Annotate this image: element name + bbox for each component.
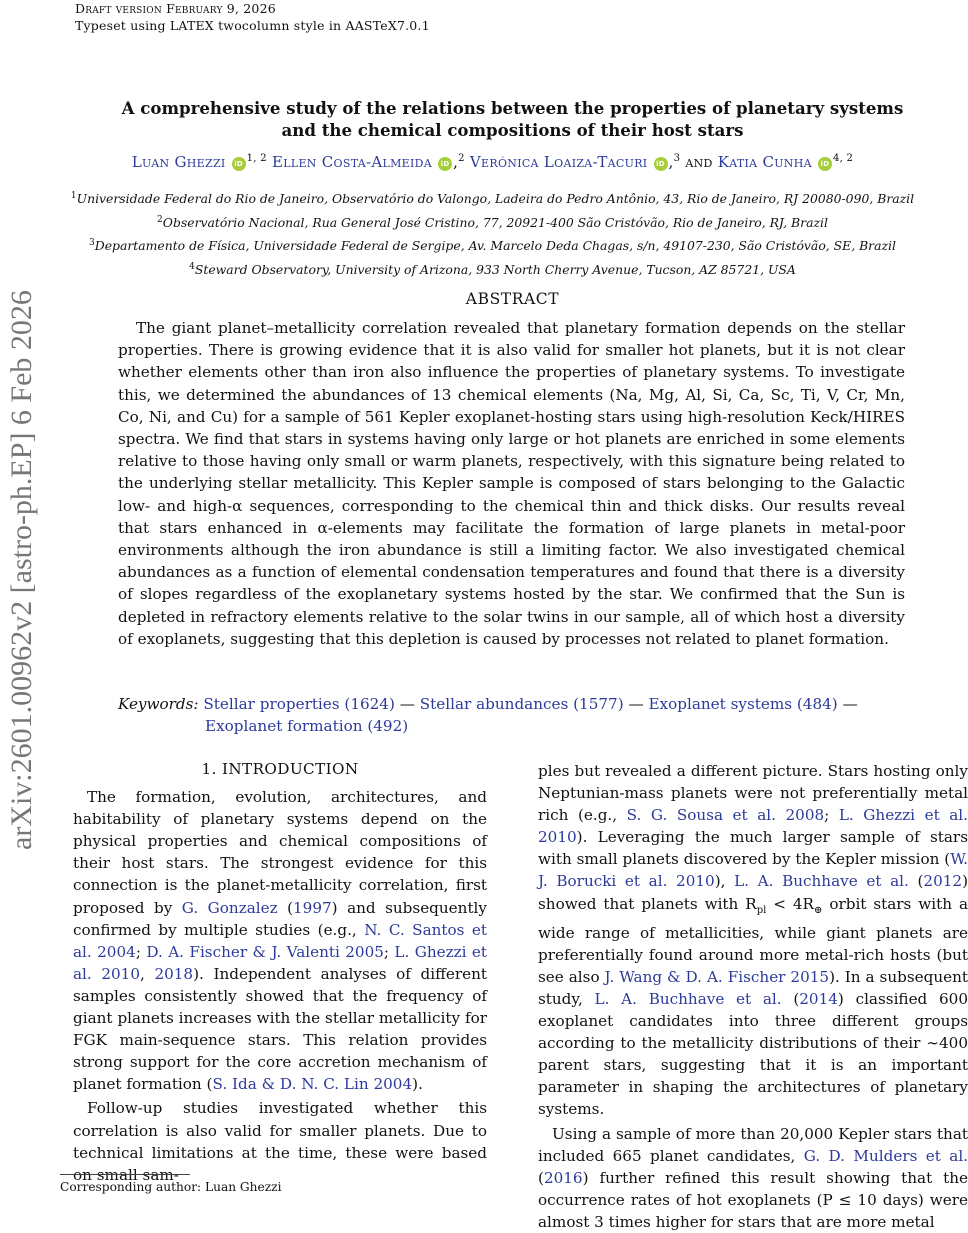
keywords xyxy=(118,693,918,737)
affiliation: $^2$Observatório Nacional, Rua General José Cristino, 77, 20921-400 São Cristóvão, Rio de Janeiro, RJ, Brazil xyxy=(157,214,828,230)
author-name[interactable]: Luan Ghezzi xyxy=(131,153,226,171)
author-affil-sup: 4, 2 xyxy=(832,153,854,164)
intro-paragraph: Follow-up studies investigated whether this correlation is also valid for smaller planets. Due to technical limitations at the time, these were based on small sam- xyxy=(73,1099,487,1184)
citation-link[interactable]: W. J. Borucki et al. 2010 xyxy=(538,850,968,891)
citation-link[interactable]: S. Ida & D. N. C. Lin 2004 xyxy=(212,1075,413,1094)
citation-link[interactable]: G. D. Mulders et al. xyxy=(803,1146,968,1165)
citation-link[interactable]: G. Gonzalez xyxy=(181,898,278,917)
orcid-icon[interactable]: iD xyxy=(818,157,832,171)
arxiv-identifier: arXiv:2601.00962v2 [astro-ph.EP] 6 Feb 2026 xyxy=(5,290,38,850)
citation-link[interactable]: L. A. Buchhave et al. xyxy=(594,989,782,1008)
author-affil-sup: 1, 2 xyxy=(246,153,267,164)
corresponding-author: Corresponding author: Luan Ghezzi xyxy=(60,1180,282,1194)
section-heading: 1. INTRODUCTION xyxy=(201,760,359,778)
abstract-heading: ABSTRACT xyxy=(465,290,560,308)
orcid-icon[interactable]: iD xyxy=(438,157,452,171)
orcid-icon[interactable]: iD xyxy=(654,157,668,171)
author-affil-sup: 3 xyxy=(673,153,681,164)
intro-paragraph: ples but revealed a different picture. Stars hosting only Neptunian-mass planets were not preferentially metal rich (e.g., S. G. Sousa et al. 2008; L. Ghezzi et al. 2010). Leveraging the much larger sample of stars with small planets discovered by the Kepler mission (W. J. Borucki et al. 2010), L. A. Buchhave et al. (2012) showed that planets with $R_{pl} < 4R_\oplus$ orbit stars with a wide range of metallicities, while giant planets are preferentially found around more metal-rich hosts (but see also J. Wang & D. A. Fischer 2015). In a subsequent study, L. A. Buchhave et al. (2014) classified 600 exoplanet candidates into three different groups according to the metallicity distributions of their ∼400 parent stars, suggesting that it is an important parameter in shaping the architectures of planetary systems. xyxy=(538,762,968,1119)
citation-link[interactable]: 1997 xyxy=(293,898,332,917)
abstract-text: The giant planet–metallicity correlation revealed that planetary formation depends on the stellar properties. There is growing evidence that it is also valid for smaller hot planets, but it is not clear whether elements other than iron also influence the properties of planetary systems. To investigate this, we determined the abundances of 13 chemical elements (Na, Mg, Al, Si, Ca, Sc, Ti, V, Cr, Mn, Co, Ni, and Cu) for a sample of 561 Kepler exoplanet-hosting stars using high-resolution Keck/HIRES spectra. We find that stars in systems having only large or hot planets are enriched in some elements relative to those having only small or warm planets, respectively, with this signature being related to the underlying stellar metallicity. This Kepler sample is composed of stars belonging to the Galactic low- and high-α sequences, corresponding to the chemical thin and thick disks. Our results reveal that stars enhanced in α-elements may facilitate the formation of large planets in metal-poor environments although the iron abundance is still a limiting factor. We also investigated chemical abundances as a function of elemental condensation temperatures and found that there is a diversity of slopes regardless of the exoplanetary systems hosted by the star. We confirmed that the Sun is depleted in refractory elements relative to the solar twins in our sample, all of which host a diversity of exoplanets, suggesting that this depletion is caused by processes not related to planet formation. xyxy=(118,319,905,648)
citation-link[interactable]: 2016 xyxy=(543,1168,583,1187)
author-list: Luan Ghezzi iD $^{1, 2}$ Ellen Costa-Almeida iD ,$^2$ Verónica Loaiza-Tacuri iD ,$^3$ and Katia Cunha iD $^{4, 2}$ xyxy=(131,153,854,171)
left-column xyxy=(73,758,487,1186)
keywords-label: Keywords: xyxy=(118,695,199,713)
intro-paragraph: The formation, evolution, architectures, and habitability of planetary systems depend on the physical properties and chemical compositions of their host stars. The strongest evidence for this connection is the planet-metallicity correlation, first proposed by G. Gonzalez (1997) and subsequently confirmed by multiple studies (e.g., N. C. Santos et al. 2004; D. A. Fischer & J. Valenti 2005; L. Ghezzi et al. 2010, 2018). Independent analyses of different samples consistently showed that the frequency of giant planets increases with the stellar metallicity for FGK main-sequence stars. This relation provides strong support for the core accretion mechanism of planet formation (S. Ida & D. N. C. Lin 2004). xyxy=(73,788,488,1094)
affiliation: $^1$Universidade Federal do Rio de Janeiro, Observatório do Valongo, Ladeira do Pedro Antônio, 43, Rio de Janeiro, RJ 20080-090, Brazil xyxy=(70,191,915,207)
right-column xyxy=(538,760,968,1233)
author-affil-sup: 2 xyxy=(458,153,465,164)
keyword-link[interactable]: Stellar abundances (1577) xyxy=(419,695,624,713)
citation-link[interactable]: L. Ghezzi et al. 2010 xyxy=(538,806,968,847)
citation-link[interactable]: J. Wang & D. A. Fischer 2015 xyxy=(604,967,830,986)
keyword-link[interactable]: Exoplanet systems (484) xyxy=(648,695,838,713)
subscript: ⊕ xyxy=(814,904,823,916)
citation-link[interactable]: 2012 xyxy=(923,872,963,891)
keyword-link[interactable]: Exoplanet formation (492) xyxy=(205,717,409,735)
author-name[interactable]: Katia Cunha xyxy=(717,153,812,171)
affiliation: $^4$Steward Observatory, University of Arizona, 933 North Cherry Avenue, Tucson, AZ 85721, USA xyxy=(189,261,796,277)
author-name[interactable]: Ellen Costa-Almeida xyxy=(272,153,432,171)
affiliations xyxy=(40,186,945,281)
citation-link[interactable]: L. A. Buchhave et al. xyxy=(734,872,909,891)
citation-link[interactable]: 2014 xyxy=(799,989,838,1008)
footnote-rule xyxy=(60,1174,190,1175)
citation-link[interactable]: S. G. Sousa et al. 2008 xyxy=(626,806,825,825)
keyword-separator: — xyxy=(399,695,415,713)
running-header xyxy=(75,0,430,34)
citation-link[interactable]: 2018 xyxy=(154,964,194,983)
affiliation: $^3$Departamento de Física, Universidade Federal de Sergipe, Av. Marcelo Deda Chagas, s/n, 49107-230, São Cristóvão, SE, Brazil xyxy=(89,238,896,254)
intro-paragraph: Using a sample of more than 20,000 Kepler stars that included 665 planet candidates, G. D. Mulders et al. (2016) further refined this result showing that the occurrence rates of hot exoplanets (P ≤ 10 days) were almost 3 times higher for stars that are more metal xyxy=(538,1124,968,1231)
orcid-icon[interactable]: iD xyxy=(232,157,246,171)
citation-link[interactable]: D. A. Fischer & J. Valenti 2005 xyxy=(146,942,384,961)
draft-version: Draft version February 9, 2026 xyxy=(75,1,276,16)
keyword-separator: — xyxy=(628,695,644,713)
author-name[interactable]: Verónica Loaiza-Tacuri xyxy=(469,153,648,171)
typeset-note: Typeset using LATEX twocolumn style in AASTeX7.0.1 xyxy=(75,18,430,33)
citation-link[interactable]: N. C. Santos et al. 2004 xyxy=(73,920,487,961)
authors-and: and xyxy=(685,153,713,171)
subscript: pl xyxy=(756,904,767,916)
paper-title: A comprehensive study of the relations between the properties of planetary systems and the chemical compositions of their host stars xyxy=(121,98,904,140)
keyword-link[interactable]: Stellar properties (1624) xyxy=(203,695,395,713)
citation-link[interactable]: L. Ghezzi et al. 2010 xyxy=(73,942,488,983)
keyword-separator: — xyxy=(842,695,858,713)
